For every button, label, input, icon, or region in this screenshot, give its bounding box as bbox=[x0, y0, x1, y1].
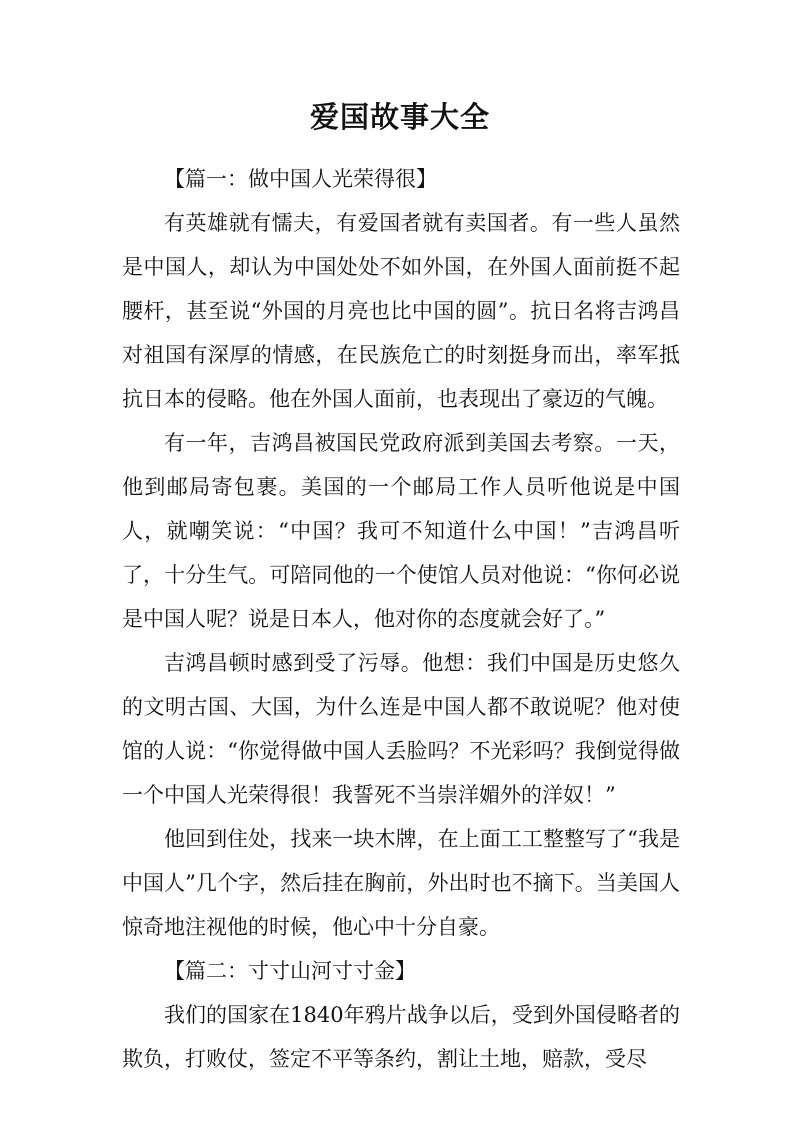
document-title: 爱国故事大全 bbox=[309, 100, 490, 134]
paragraph: 吉鸿昌顿时感到受了污辱。他想：我们中国是历史悠久的文明古国、大国，为什么连是中国人都不敢说呢？他对使馆的人说：“你觉得做中国人丢脸吗？不光彩吗？我倒觉得做一个中国人光荣得很！我誓死不当崇洋媚外的洋奴！” bbox=[122, 651, 680, 807]
paragraph: 我们的国家在1840年鸦片战争以后，受到外国侵略者的欺负，打败仗，签定不平等条约，割让土地，赔款，受尽 bbox=[122, 1003, 680, 1071]
paragraph: 他回到住处，找来一块木牌，在上面工工整整写了“我是中国人”几个字，然后挂在胸前，外出时也不摘下。当美国人惊奇地注视他的时候，他心中十分自豪。 bbox=[122, 827, 680, 939]
document-body bbox=[122, 157, 680, 1081]
section-heading: 【篇二：寸寸山河寸寸金】 bbox=[164, 959, 416, 983]
paragraph: 有一年，吉鸿昌被国民党政府派到美国去考察。一天，他到邮局寄包裹。美国的一个邮局工作人员听他说是中国人，就嘲笑说：“中国？我可不知道什么中国！”吉鸿昌听了，十分生气。可陪同他的一个使馆人员对他说：“你何必说是中国人呢？说是日本人，他对你的态度就会好了。” bbox=[122, 431, 680, 631]
section-heading: 【篇一：做中国人光荣得很】 bbox=[164, 167, 437, 191]
paragraph: 有英雄就有懦夫，有爱国者就有卖国者。有一些人虽然是中国人，却认为中国处处不如外国，在外国人面前挺不起腰杆，甚至说“外国的月亮也比中国的圆”。抗日名将吉鸿昌对祖国有深厚的情感，在民族危亡的时刻挺身而出，率军抵抗日本的侵略。他在外国人面前，也表现出了豪迈的气魄。 bbox=[122, 211, 680, 411]
